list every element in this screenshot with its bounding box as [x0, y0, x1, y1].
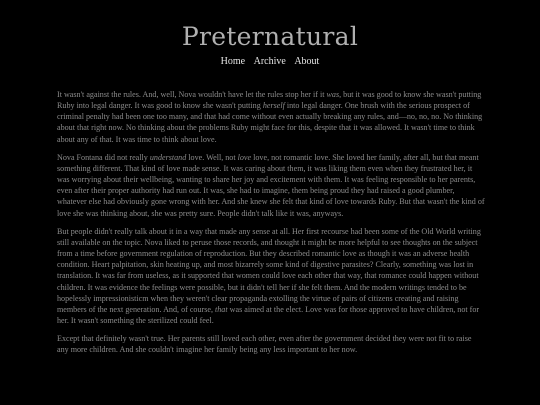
emphasis-text: understand	[149, 152, 187, 162]
emphasis-text: was	[326, 90, 340, 99]
article-paragraph: Nova Fontana did not really understand love. Well, not love love, not romantic love. She loved her family, after all, but that meant something different. That kind of love made sense. It was caring about them, it was liking them even when they frustrated her, it was worrying about their wellbeing, wanting to share her joy and excitement with them. It was feeling responsible to her parents, even after their proper authority had run out. It was, she had to imagine, them being proud they had raised a good plumber, whatever else had obviously gone wrong with her. And she knew she felt that kind of love towards Ruby. But that wasn't the kind of love she was thinking about, she was pretty sure. People didn't talk like it was, anyways.	[57, 152, 485, 218]
emphasis-text: love	[237, 152, 252, 162]
main-nav	[0, 56, 540, 67]
article-paragraph: It wasn't against the rules. And, well, Nova wouldn't have let the rules stop her if it was, but it was good to know she wasn't putting Ruby into legal danger. It was good to know she wasn't putting herself into legal danger. One brush with the serious prospect of criminal penalty had been one too many, and that had come without even actually breaking any rules, and—no, no, no. No thinking about that right now. No thinking about the problems Ruby might face for this, despite that it was allowed. It wasn't time to think about any of that. It was time to think about love.	[57, 90, 483, 144]
nav-link-archive[interactable]: Archive	[253, 56, 286, 67]
nav-link-home[interactable]: Home	[220, 56, 246, 67]
article-paragraph: Except that definitely wasn't true. Her parents still loved each other, even after the government decided they were not fit to raise any more children. And she couldn't imagine her family being any less important to her now.	[57, 334, 472, 355]
emphasis-text: that	[215, 304, 228, 314]
article-paragraph: But people didn't really talk about it in a way that made any sense at all. Her first recourse had been some of the Old World writing still available on the topic. Nova liked to peruse those records, and thought it might be more helpful to see thoughts on the subject from a time before government regulation of reproduction. But they described romantic love as though it was an adverse health condition. Heart palpitation, skin heating up, and most bizarrely some kind of digestive parasites? Clearly, something was lost in translation. It was far from useless, as it supported that women could love each other that way, that romance could happen without children. It was evidence the feelings were possible, but it didn't tell her if she felt them. And the modern writings tended to be hopelessly impressionisticm when they weren't clear propaganda extolling the virtue of pairs of citizens creating and raising members of the next generation. And, of course, that was aimed at the elect. Love was for those approved to have children, not for her. It wasn't something the sterilized could feel.	[57, 226, 481, 325]
article-body	[57, 89, 485, 362]
site-title[interactable]: Preternatural	[181, 22, 359, 51]
nav-link-about[interactable]: About	[294, 56, 320, 67]
emphasis-text: herself	[262, 101, 285, 111]
